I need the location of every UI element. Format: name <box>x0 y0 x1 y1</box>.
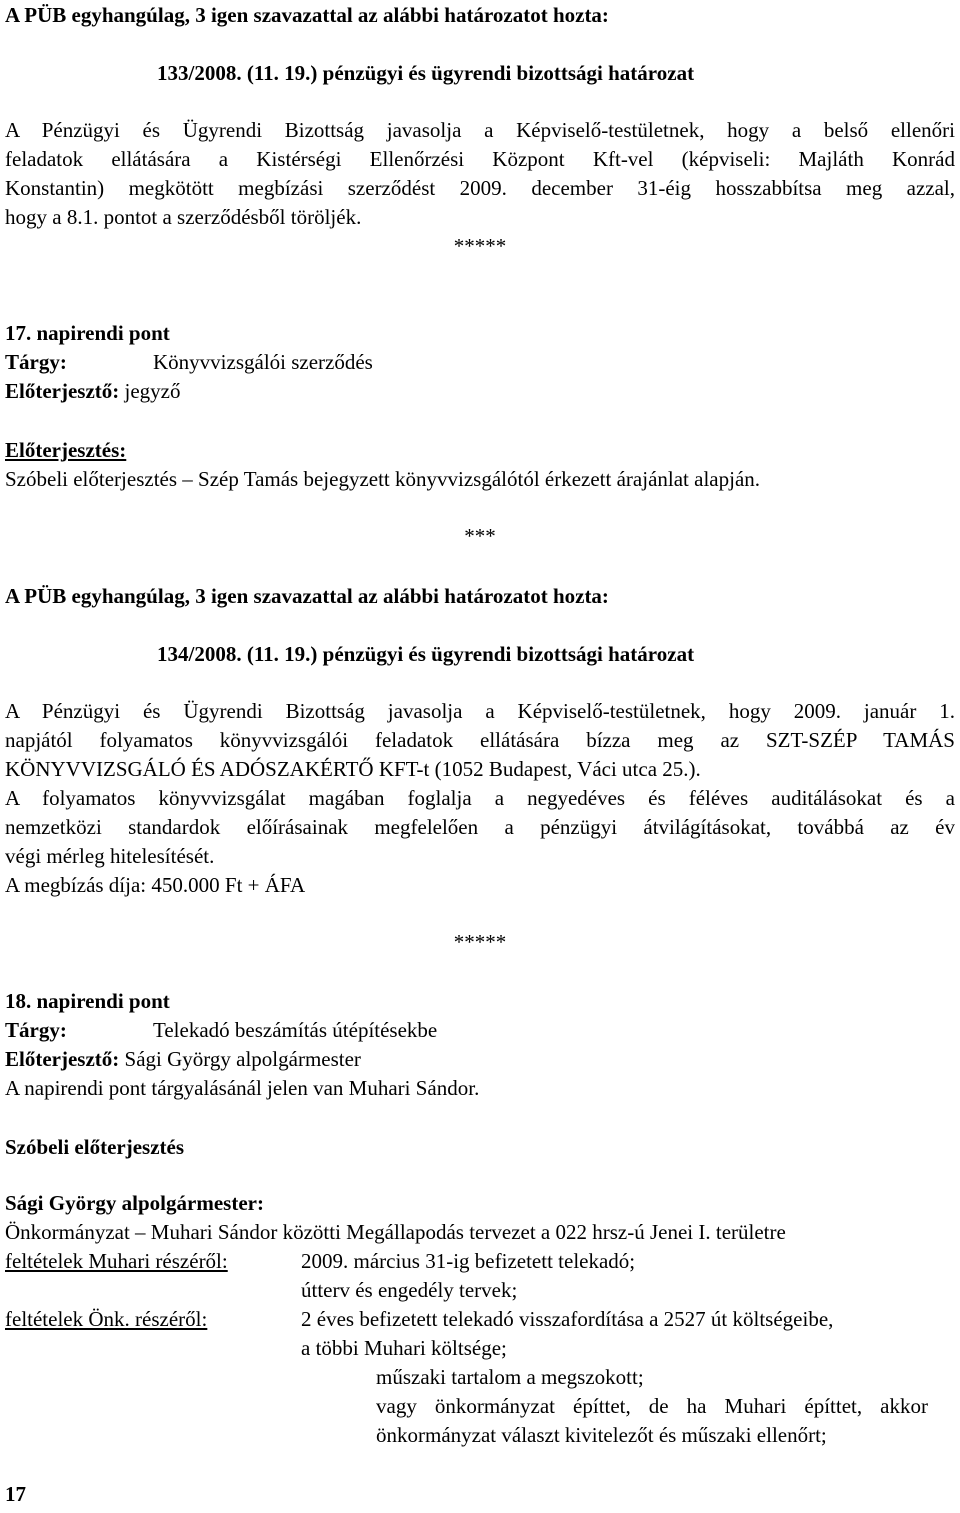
presenter-label: Előterjesztő: <box>5 379 120 403</box>
resolution-text-line: nemzetközi standardok előírásainak megfelelően a pénzügyi átvilágításokat, továbbá az év <box>5 815 955 839</box>
decision-intro: A PÜB egyhangúlag, 3 igen szavazattal az alábbi határozatot hozta: <box>5 3 609 27</box>
resolution-title: 134/2008. (11. 19.) pénzügyi és ügyrendi bizottsági határozat <box>157 642 695 666</box>
presenter-label: Előterjesztő: <box>5 1047 120 1071</box>
sub-condition-item: önkormányzat választ kivitelezőt és műszaki ellenőrt; <box>376 1423 827 1447</box>
agreement-line: Önkormányzat – Muhari Sándor közötti Megállapodás tervezet a 022 hrsz-ú Jenei I. területre <box>5 1220 786 1244</box>
resolution-title: 133/2008. (11. 19.) pénzügyi és ügyrendi bizottsági határozat <box>157 61 695 85</box>
resolution-text-line: A Pénzügyi és Ügyrendi Bizottság javasolja a Képviselő-testületnek, hogy 2009. január 1. <box>5 699 955 723</box>
presenter-row <box>5 1046 361 1072</box>
resolution-text-line: napjától folyamatos könyvvizsgálói feladatok ellátására bízza meg az SZT-SZÉP TAMÁS <box>5 728 955 752</box>
sub-condition-item: vagy önkormányzat építtet, de ha Muhari építtet, akkor <box>376 1394 928 1418</box>
resolution-text-line: A folyamatos könyvvizsgálat magában foglalja a negyedéves és féléves auditálásokat és a <box>5 786 955 810</box>
proposal-text: Szóbeli előterjesztés – Szép Tamás bejegyzett könyvvizsgálótól érkezett árajánlat alapján. <box>5 467 761 491</box>
subject-label: Tárgy: <box>5 1018 67 1042</box>
resolution-text-line: feladatok ellátására a Kistérségi Ellenőrzési Központ Kft-vel (képviseli: Majláth Konrád <box>5 147 955 171</box>
subject-value: Telekadó beszámítás útépítésekbe <box>153 1018 438 1042</box>
decision-intro: A PÜB egyhangúlag, 3 igen szavazattal az alábbi határozatot hozta: <box>5 584 609 608</box>
section-separator: ***** <box>453 930 507 954</box>
speaker-label: Sági György alpolgármester: <box>5 1191 264 1215</box>
proposal-label: Előterjesztés: <box>5 438 127 462</box>
agenda-item-heading: 18. napirendi pont <box>5 989 170 1013</box>
resolution-text-line: A Pénzügyi és Ügyrendi Bizottság javasolja a Képviselő-testületnek, hogy a belső ellenőri <box>5 118 955 142</box>
muhari-conditions-row <box>5 1248 635 1274</box>
subject-label: Tárgy: <box>5 350 67 374</box>
attendance-note: A napirendi pont tárgyalásánál jelen van Muhari Sándor. <box>5 1076 480 1100</box>
subject-value: Könyvvizsgálói szerződés <box>153 350 373 374</box>
section-separator: *** <box>464 524 496 548</box>
presenter-value: jegyző <box>124 379 181 403</box>
onk-conditions-row <box>5 1306 833 1332</box>
subject-row <box>5 349 373 375</box>
presenter-row <box>5 378 181 404</box>
resolution-text-line: Konstantin) megkötött megbízási szerződést 2009. december 31-éig hosszabbítsa meg azzal, <box>5 176 955 200</box>
sub-condition-item: műszaki tartalom a megszokott; <box>376 1365 644 1389</box>
condition-item: útterv és engedély tervek; <box>301 1278 518 1302</box>
proposal-label: Szóbeli előterjesztés <box>5 1135 185 1159</box>
onk-conditions-label: feltételek Önk. részéről: <box>5 1307 208 1331</box>
agenda-item-heading: 17. napirendi pont <box>5 321 170 345</box>
resolution-text-line: végi mérleg hitelesítését. <box>5 844 215 868</box>
presenter-value: Sági György alpolgármester <box>124 1047 361 1071</box>
condition-item: 2 éves befizetett telekadó visszafordítása a 2527 út költségeibe, <box>301 1307 834 1331</box>
fee-line: A megbízás díja: 450.000 Ft + ÁFA <box>5 873 306 897</box>
condition-item: 2009. március 31-ig befizetett telekadó; <box>301 1249 636 1273</box>
muhari-conditions-label: feltételek Muhari részéről: <box>5 1249 228 1273</box>
subject-row <box>5 1017 437 1043</box>
resolution-text-line: KÖNYVVIZSGÁLÓ ÉS ADÓSZAKÉRTŐ KFT-t (1052 Budapest, Váci utca 25.). <box>5 757 701 781</box>
page-number: 17 <box>5 1482 26 1506</box>
resolution-text-line: hogy a 8.1. pontot a szerződésből töröljék. <box>5 205 362 229</box>
condition-item: a többi Muhari költsége; <box>301 1336 507 1360</box>
section-separator: ***** <box>453 234 507 258</box>
